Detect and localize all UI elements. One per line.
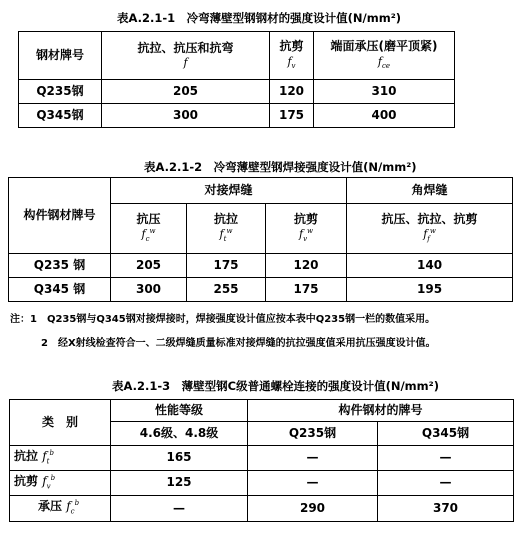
table-row: 抗剪 $f_v^b$ 125 — — (10, 471, 514, 496)
t1-sym-fce: $f_{ce}$ (377, 54, 391, 70)
t3-row-label: 抗拉 $f_t^b$ (10, 446, 111, 471)
t3-row-label: 抗剪 $f_v^b$ (10, 471, 111, 496)
table-row: 承压 $f_c^b$ — 290 370 (10, 496, 514, 522)
t2-header-grade: 构件钢材牌号 (9, 178, 111, 254)
table-row: Q345钢 300 175 400 (19, 104, 455, 128)
table1-title: 表A.2.1-1 冷弯薄壁型钢钢材的强度设计值(N/mm²) (117, 11, 402, 25)
table3 (9, 399, 514, 522)
table1-title-text: 表A.2.1-1 冷弯薄壁型钢钢材的强度设计值 (117, 11, 348, 25)
t1-header-tension: 抗拉、抗压和抗弯 f (102, 32, 270, 80)
t3-header-steel: 构件钢材的牌号 (248, 400, 514, 422)
t2-header-shear: 抗剪 $f_v^w$ (266, 204, 347, 254)
table1 (18, 31, 455, 128)
t2-header-butt: 对接焊缝 (111, 178, 347, 204)
t2-header-comp: 抗压 $f_c^w$ (111, 204, 187, 254)
note-1: 注：1 Q235钢与Q345钢对接焊接时，焊接强度设计值应按本表中Q235钢一栏的数值采用。 (10, 314, 436, 325)
t1-header-grade: 钢材牌号 (19, 32, 102, 80)
table-row: Q235钢 205 120 310 (19, 80, 455, 104)
t1-header-shear: 抗剪 $f_v$ (270, 32, 314, 80)
table2 (8, 177, 513, 302)
note-2: 2 经X射线检查符合一、二级焊缝质量标准对接焊缝的抗拉强度值采用抗压强度设计值。 (41, 338, 436, 349)
table2-title: 表A.2.1-2 冷弯薄壁型钢焊接强度设计值(N/mm²) (144, 160, 417, 174)
t3-header-q345: Q345钢 (378, 422, 514, 446)
t3-header-q235: Q235钢 (248, 422, 378, 446)
t2-header-tens: 抗拉 $f_t^w$ (187, 204, 266, 254)
t3-header-perf: 性能等级 (111, 400, 248, 422)
t1-sym-fv: $f_v$ (287, 54, 296, 70)
t3-header-perf-sub: 4.6级、4.8级 (111, 422, 248, 446)
t3-header-type: 类 别 (10, 400, 111, 446)
table2-title-text: 表A.2.1-2 冷弯薄壁型钢焊接强度设计值 (144, 160, 364, 174)
table-row: 抗拉 $f_t^b$ 165 — — (10, 446, 514, 471)
t1-header-bearing: 端面承压(磨平顶紧) $f_{ce}$ (314, 32, 455, 80)
table-row: Q235 钢 205 175 120 140 (9, 254, 513, 278)
table3-title: 表A.2.1-3 薄壁型钢C级普通螺栓连接的强度设计值(N/mm²) (112, 379, 439, 393)
t1-sym-f: f (183, 56, 188, 70)
table3-title-text: 表A.2.1-3 薄壁型钢C级普通螺栓连接的强度设计值 (112, 379, 386, 393)
t2-header-fillet-all: 抗压、抗拉、抗剪 $f_f^w$ (347, 204, 513, 254)
t3-row-label: 承压 $f_c^b$ (10, 496, 111, 522)
t2-header-fillet: 角焊缝 (347, 178, 513, 204)
table-row: Q345 钢 300 255 175 195 (9, 278, 513, 302)
